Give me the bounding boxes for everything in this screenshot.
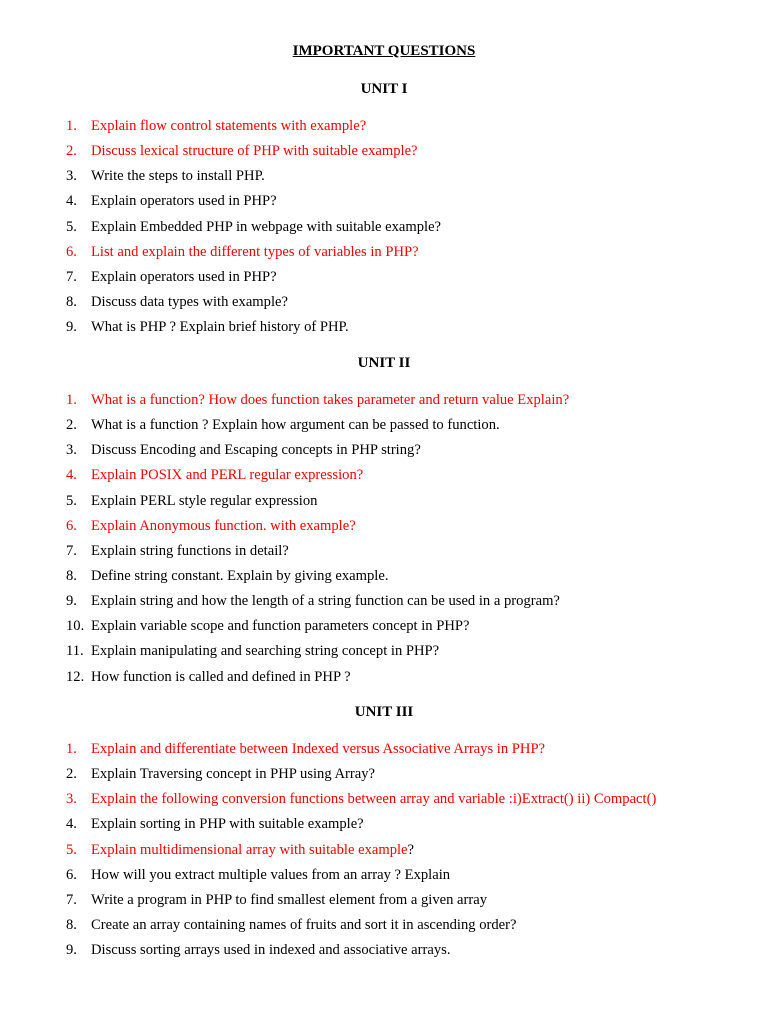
- question-text: Explain string functions in detail?: [91, 542, 289, 559]
- question-text: Discuss data types with example?: [91, 293, 288, 310]
- question-item: [66, 639, 756, 664]
- question-text: Explain POSIX and PERL regular expression?: [91, 467, 364, 484]
- question-number: 5.: [66, 492, 77, 509]
- question-item: [66, 665, 756, 690]
- question-number: 8.: [66, 567, 77, 584]
- question-item: [66, 290, 756, 315]
- question-number: 9.: [66, 319, 77, 336]
- question-item: [66, 888, 756, 913]
- question-number: 6.: [66, 243, 77, 260]
- question-number: 4.: [66, 193, 77, 210]
- unit-1-heading: UNIT I: [360, 81, 408, 97]
- question-text: What is a function? How does function takes parameter and return value Explain?: [91, 392, 570, 408]
- question-item: [66, 114, 756, 139]
- unit-2-heading: UNIT II: [357, 355, 411, 371]
- question-text: Explain Anonymous function. with example?: [91, 517, 356, 534]
- question-item: [66, 514, 756, 539]
- unit-1-question-list: [66, 114, 756, 340]
- question-number: 8.: [66, 916, 77, 933]
- question-text: Explain Embedded PHP in webpage with suitable example?: [91, 218, 442, 235]
- question-number: 2.: [66, 766, 77, 783]
- question-text: Explain Traversing concept in PHP using Array?: [91, 766, 376, 783]
- question-item: [66, 787, 756, 812]
- question-item: [66, 564, 756, 589]
- question-text: Explain and differentiate between Indexed versus Associative Arrays in PHP?: [91, 741, 546, 757]
- question-number: 8.: [66, 293, 77, 310]
- question-text: Explain manipulating and searching string concept in PHP?: [91, 643, 440, 660]
- question-number: 5.: [66, 841, 77, 858]
- question-item: [66, 812, 756, 837]
- question-text: Explain operators used in PHP?: [91, 193, 277, 210]
- question-text: Explain string and how the length of a string function can be used in a program?: [91, 593, 560, 610]
- unit-3-question-list: [66, 737, 756, 963]
- question-number: 4.: [66, 816, 77, 833]
- question-text: Create an array containing names of fruits and sort it in ascending order?: [91, 916, 517, 933]
- question-item: [66, 463, 756, 488]
- question-text: Define string constant. Explain by giving example.: [91, 567, 389, 584]
- question-item: [66, 938, 756, 963]
- question-number: 3.: [66, 442, 77, 459]
- question-item: [66, 863, 756, 888]
- question-text: Explain flow control statements with example?: [91, 118, 367, 134]
- question-text: What is a function ? Explain how argument can be passed to function.: [91, 417, 500, 434]
- question-number: 1.: [66, 118, 77, 134]
- question-number: 6.: [66, 517, 77, 534]
- question-text: Explain variable scope and function parameters concept in PHP?: [91, 618, 470, 635]
- question-text: How function is called and defined in PHP ?: [91, 668, 351, 685]
- page-title: IMPORTANT QUESTIONS: [292, 43, 476, 59]
- question-item: [66, 139, 756, 164]
- question-number: 4.: [66, 467, 77, 484]
- question-item: [66, 164, 756, 189]
- question-text: Write a program in PHP to find smallest element from a given array: [91, 891, 488, 908]
- question-item: [66, 265, 756, 290]
- question-text: Discuss Encoding and Escaping concepts in PHP string?: [91, 442, 421, 459]
- question-text: Explain operators used in PHP?: [91, 268, 277, 285]
- question-item: [66, 438, 756, 463]
- question-item: [66, 838, 756, 863]
- question-item: [66, 762, 756, 787]
- question-number: 10.: [66, 618, 85, 635]
- question-item: [66, 388, 756, 413]
- question-item: [66, 489, 756, 514]
- question-text: Discuss sorting arrays used in indexed and associative arrays.: [91, 942, 451, 959]
- question-number: 7.: [66, 891, 77, 908]
- question-number: 11.: [66, 643, 84, 660]
- unit-3-heading: UNIT III: [354, 704, 414, 720]
- question-item: [66, 189, 756, 214]
- question-item: [66, 614, 756, 639]
- question-number: 12.: [66, 668, 85, 685]
- question-item: [66, 215, 756, 240]
- question-text: Explain multidimensional array with suitable example: [91, 841, 408, 858]
- question-text: Explain PERL style regular expression: [91, 492, 318, 509]
- question-text: What is PHP ? Explain brief history of PHP.: [91, 319, 349, 336]
- question-number: 3.: [66, 791, 77, 808]
- question-number: 9.: [66, 593, 77, 610]
- question-number: 9.: [66, 942, 77, 959]
- question-number: 1.: [66, 392, 77, 408]
- question-number: 6.: [66, 866, 77, 883]
- question-text: Discuss lexical structure of PHP with suitable example?: [91, 143, 418, 160]
- question-text: Explain sorting in PHP with suitable example?: [91, 816, 364, 833]
- question-item: [66, 539, 756, 564]
- question-number: 2.: [66, 417, 77, 434]
- question-item: [66, 737, 756, 762]
- question-item: [66, 413, 756, 438]
- question-text: Write the steps to install PHP.: [91, 168, 265, 185]
- question-item: [66, 315, 756, 340]
- question-suffix: ?: [407, 841, 415, 858]
- question-number: 3.: [66, 168, 77, 185]
- question-item: [66, 240, 756, 265]
- question-number: 5.: [66, 218, 77, 235]
- question-text: How will you extract multiple values from an array ? Explain: [91, 866, 451, 883]
- unit-2-question-list: [66, 388, 756, 690]
- question-number: 7.: [66, 542, 77, 559]
- question-text: List and explain the different types of variables in PHP?: [91, 243, 419, 260]
- question-item: [66, 913, 756, 938]
- question-text: Explain the following conversion functions between array and variable :i)Extract() ii) Compact(): [91, 791, 657, 808]
- question-item: [66, 589, 756, 614]
- question-number: 2.: [66, 143, 77, 160]
- question-number: 1.: [66, 741, 77, 757]
- question-number: 7.: [66, 268, 77, 285]
